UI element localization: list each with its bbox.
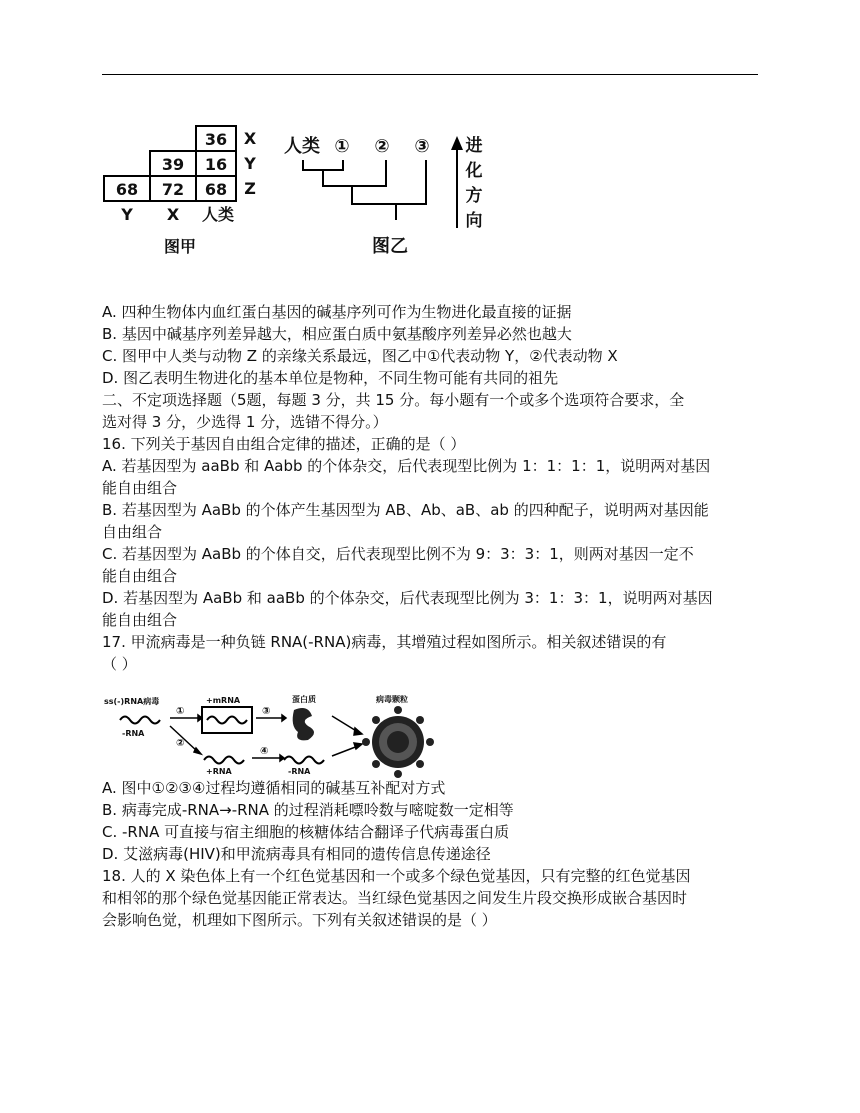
col-label-human: 人类 [201,205,235,224]
q17-option-b: B. 病毒完成-RNA→-RNA 的过程消耗嘌呤数与嘧啶数一定相等 [102,801,514,819]
tree-leaf-2: ② [374,136,390,157]
q18-line-2: 和相邻的那个绿色觉基因能正常表达。当红绿色觉基因之间发生片段交换形成嵌合基因时 [102,889,688,907]
caption-jia: 图甲 [163,237,197,256]
section2-heading-1: 二、不定项选择题（5题，每题 3 分，共 15 分。每小题有一个或多个选项符合要求，全 [102,391,685,409]
row-label-z: Z [244,179,256,198]
step-4: ④ [260,746,269,757]
cell-y-human: 16 [204,155,228,174]
tree-leaf-1: ① [334,136,350,157]
q16-line-4: 自由组合 [102,523,163,541]
pos-rna-label: +RNA [206,767,232,776]
q17-stem-1: 17. 甲流病毒是一种负链 RNA(-RNA)病毒，其增殖过程如图所示。相关叙述错误的有 [102,633,667,651]
tree-leaf-human: 人类 [284,136,320,157]
mrna-label: +mRNA [206,696,241,705]
arrow-label-2: 化 [465,161,483,181]
q16-line-2: 能自由组合 [102,479,178,497]
col-label-x: X [166,205,180,224]
cell-x-human: 36 [204,130,228,149]
step-3: ③ [262,706,271,717]
q16-line-1: A. 若基因型为 aaBb 和 Aabb 的个体杂交，后代表现型比例为 1：1：1：1，说明两对基因 [102,457,711,475]
arrow-label-3: 方 [465,186,483,206]
row-label-x: X [243,129,257,148]
cell-z-x: 72 [161,180,185,199]
q16-line-7: D. 若基因型为 AaBb 和 aaBb 的个体杂交，后代表现型比例为 3：1：3：1，说明两对基因 [102,589,713,607]
q17-option-c: C. -RNA 可直接与宿主细胞的核糖体结合翻译子代病毒蛋白质 [102,823,510,841]
col-label-y: Y [121,205,133,224]
step-1: ① [176,706,185,717]
q15-option-b: B. 基因中碱基序列差异越大，相应蛋白质中氨基酸序列差异必然也越大 [102,325,572,343]
virus-particle-icon [362,706,434,778]
evolution-arrow [451,136,463,228]
neg-rna-label: -RNA [122,729,145,738]
q15-option-a: A. 四种生物体内血红蛋白基因的碱基序列可作为生物进化最直接的证据 [102,303,572,321]
particle-label: 病毒颗粒 [376,695,408,704]
arrow-label-4: 向 [465,211,483,231]
arrow-label-1: 进 [465,136,483,156]
virus-replication-figure [102,690,442,782]
cell-z-human: 68 [204,180,228,199]
caption-yi: 图乙 [372,236,408,257]
tree-leaf-3: ③ [414,136,430,157]
q16-line-6: 能自由组合 [102,567,178,585]
q18-line-3: 会影响色觉，机理如下图所示。下列有关叙述错误的是（ ） [102,911,497,929]
section2-heading-2: 选对得 3 分，少选得 1 分，选错不得分。） [102,413,388,431]
step-2: ② [176,738,185,749]
evolution-figure [100,118,490,263]
q15-option-c: C. 图甲中人类与动物 Z 的亲缘关系最远，图乙中①代表动物 Y，②代表动物 X [102,347,618,365]
q17-stem-2: （ ） [102,655,137,673]
cell-z-y: 68 [115,180,139,199]
row-label-y: Y [244,154,256,173]
q17-option-d: D. 艾滋病毒(HIV)和甲流病毒具有相同的遗传信息传递途径 [102,845,491,863]
q16-stem: 16. 下列关于基因自由组合定律的描述，正确的是（ ） [102,435,466,453]
header-rule [102,74,758,75]
protein-label: 蛋白质 [292,695,316,704]
cell-y-x: 39 [161,155,185,174]
tree-branches [303,160,426,220]
virus-label: ss(-)RNA病毒 [104,697,160,706]
q16-line-8: 能自由组合 [102,611,178,629]
protein-icon [293,708,314,740]
q17-option-a: A. 图中①②③④过程均遵循相同的碱基互补配对方式 [102,779,446,797]
q15-option-d: D. 图乙表明生物进化的基本单位是物种，不同生物可能有共同的祖先 [102,369,559,387]
q16-line-3: B. 若基因型为 AaBb 的个体产生基因型为 AB、Ab、aB、ab 的四种配子，说明两对基因能 [102,501,709,519]
q16-line-5: C. 若基因型为 AaBb 的个体自交，后代表现型比例不为 9：3：3：1，则两对基因一定不 [102,545,694,563]
q18-line-1: 18. 人的 X 染色体上有一个红色觉基因和一个或多个绿色觉基因，只有完整的红色觉基因 [102,867,691,885]
neg-rna2-label: -RNA [288,767,311,776]
